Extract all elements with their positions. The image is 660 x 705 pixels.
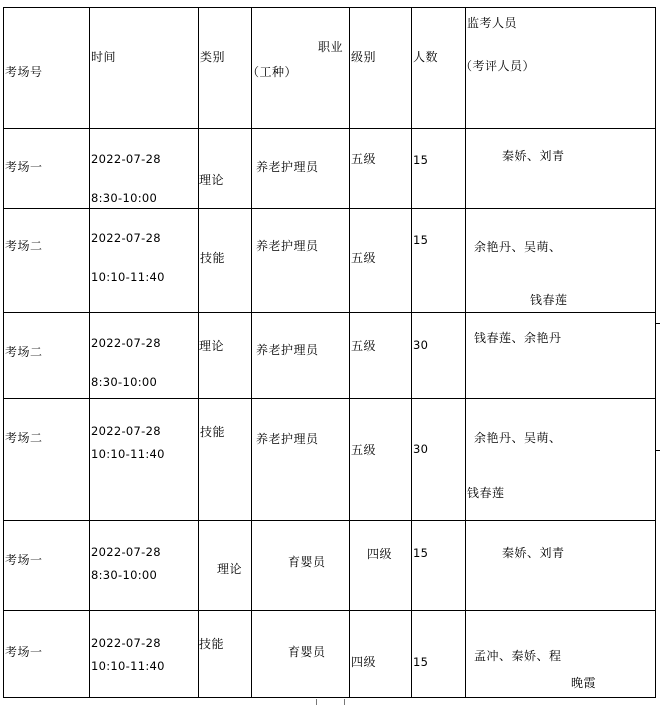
cell-level: 五级 — [351, 251, 377, 265]
cell-date: 2022-07-28 — [91, 152, 161, 166]
grid-line — [3, 7, 656, 8]
cell-level: 五级 — [351, 152, 377, 166]
header-job-sub: （工种） — [247, 65, 298, 79]
cell-proctor: 余艳丹、吴萌、 — [474, 240, 562, 254]
cell-count: 15 — [413, 655, 429, 669]
cell-job: 养老护理员 — [256, 239, 319, 253]
cell-type: 理论 — [199, 173, 225, 187]
cell-level: 五级 — [351, 339, 377, 353]
cell-count: 30 — [413, 442, 429, 456]
cell-date: 2022-07-28 — [91, 636, 161, 650]
cell-type: 理论 — [217, 562, 243, 576]
cell-date: 2022-07-28 — [91, 424, 161, 438]
grid-line — [655, 7, 656, 697]
grid-line — [3, 7, 4, 697]
cell-job: 养老护理员 — [256, 343, 319, 357]
edge-tick — [344, 699, 345, 705]
cell-proctor: 秦娇、刘青 — [502, 149, 565, 163]
cell-job: 养老护理员 — [256, 432, 319, 446]
cell-job: 养老护理员 — [256, 160, 319, 174]
cell-room: 考场二 — [5, 239, 43, 253]
cell-time: 8:30-10:00 — [91, 191, 158, 205]
cell-level: 五级 — [351, 443, 377, 457]
cell-time: 10:10-11:40 — [91, 270, 165, 284]
header-proctor: 监考人员 — [467, 16, 518, 30]
edge-tick — [316, 699, 317, 705]
cell-date: 2022-07-28 — [91, 231, 161, 245]
cell-job: 育婴员 — [288, 555, 326, 569]
cell-count: 15 — [413, 153, 429, 167]
cell-time: 10:10-11:40 — [91, 659, 165, 673]
cell-level: 四级 — [351, 655, 377, 669]
cell-level: 四级 — [367, 547, 393, 561]
header-count: 人数 — [413, 50, 439, 64]
cell-room: 考场二 — [5, 431, 43, 445]
cell-count: 30 — [413, 338, 429, 352]
cell-proctor: 秦娇、刘青 — [502, 546, 565, 560]
edge-fragment — [655, 450, 660, 451]
cell-proctor-cont: 钱春莲 — [530, 293, 568, 307]
grid-line — [3, 610, 656, 611]
cell-room: 考场一 — [5, 645, 43, 659]
grid-line — [3, 398, 656, 399]
grid-line — [3, 520, 656, 521]
grid-line — [3, 128, 656, 129]
cell-date: 2022-07-28 — [91, 336, 161, 350]
cell-count: 15 — [413, 546, 429, 560]
grid-line — [3, 312, 656, 313]
grid-line — [3, 208, 656, 209]
grid-line — [349, 7, 350, 697]
cell-time: 10:10-11:40 — [91, 447, 165, 461]
cell-type: 技能 — [200, 425, 226, 439]
cell-type: 理论 — [199, 339, 225, 353]
cell-type: 技能 — [200, 251, 226, 265]
grid-line — [89, 7, 90, 697]
grid-line — [465, 7, 466, 697]
cell-room: 考场一 — [5, 160, 43, 174]
cell-proctor-cont: 晚霞 — [571, 676, 597, 690]
grid-line — [411, 7, 412, 697]
header-level: 级别 — [351, 50, 377, 64]
cell-time: 8:30-10:00 — [91, 568, 158, 582]
header-time: 时间 — [91, 50, 117, 64]
header-type: 类别 — [200, 50, 226, 64]
grid-line — [3, 697, 656, 698]
grid-line — [251, 7, 252, 697]
cell-proctor: 余艳丹、吴萌、 — [474, 431, 562, 445]
cell-proctor: 孟冲、秦娇、程 — [474, 649, 562, 663]
cell-type: 技能 — [199, 637, 225, 651]
header-proctor-sub: （考评人员） — [460, 59, 536, 73]
cell-room: 考场二 — [5, 345, 43, 359]
header-room: 考场号 — [5, 65, 43, 79]
cell-room: 考场一 — [5, 553, 43, 567]
edge-fragment — [655, 323, 660, 324]
header-job: 职业 — [318, 40, 344, 54]
cell-date: 2022-07-28 — [91, 545, 161, 559]
cell-count: 15 — [413, 233, 429, 247]
cell-time: 8:30-10:00 — [91, 375, 158, 389]
cell-proctor: 钱春莲、余艳丹 — [474, 331, 562, 345]
cell-proctor-cont: 钱春莲 — [467, 486, 505, 500]
cell-job: 育婴员 — [288, 645, 326, 659]
